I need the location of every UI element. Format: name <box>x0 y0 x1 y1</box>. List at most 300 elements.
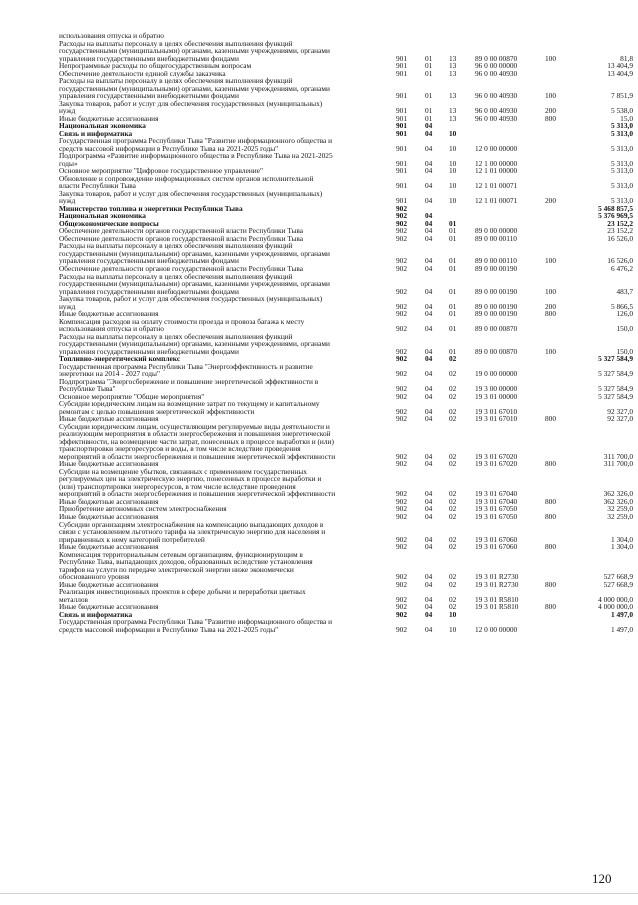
expense-type-code: 800 <box>545 602 557 612</box>
subsection-code: 02 <box>449 504 457 514</box>
table-row <box>59 363 633 378</box>
subsection-code: 13 <box>449 106 457 116</box>
amount: 150,0 <box>616 324 633 334</box>
target-article-code: 89 0 00 00110 <box>475 233 517 243</box>
ministry-code: 902 <box>396 324 408 334</box>
row-name: Иные бюджетные ассигнования <box>59 113 159 123</box>
amount: 5 313,0 <box>610 121 633 131</box>
ministry-code: 902 <box>396 286 408 296</box>
subsection-code: 02 <box>449 384 457 394</box>
expense-type-code: 800 <box>545 309 557 319</box>
subsection-code: 10 <box>449 196 457 206</box>
target-article-code: 89 0 00 00190 <box>475 301 518 311</box>
scan-divider <box>0 893 638 894</box>
row-name: Подпрограмма "Энергосбережение и повышение энергетической эффективности в Республике Тыва" <box>59 376 319 394</box>
ministry-code: 901 <box>396 166 408 176</box>
subsection-code: 02 <box>449 602 457 612</box>
ministry-code: 902 <box>396 218 408 228</box>
ministry-code: 902 <box>396 572 408 582</box>
amount: 5 376 969,5 <box>598 211 633 221</box>
ministry-code: 901 <box>396 181 408 191</box>
ministry-code: 901 <box>396 68 408 78</box>
row-name: Иные бюджетные ассигнования <box>59 512 159 521</box>
section-code: 01 <box>425 106 433 116</box>
expense-type-code: 800 <box>545 459 557 469</box>
section-code: 04 <box>425 369 433 379</box>
section-code: 01 <box>425 61 433 71</box>
ministry-code: 901 <box>396 61 408 71</box>
target-article-code: 19 3 01 R5810 <box>475 602 519 612</box>
ministry-code: 902 <box>396 369 408 379</box>
subsection-code: 01 <box>449 346 457 356</box>
expense-type-code: 800 <box>545 542 557 552</box>
amount: 527 668,9 <box>603 572 633 582</box>
expense-type-code: 200 <box>545 301 557 311</box>
amount: 23 152,2 <box>607 218 633 228</box>
target-article-code: 89 0 00 00000 <box>475 226 518 236</box>
target-article-code: 96 0 00 00000 <box>475 61 518 71</box>
subsection-code: 02 <box>449 369 457 379</box>
ministry-code: 902 <box>396 301 408 311</box>
row-name: Обеспечение деятельности органов государственной власти Республики Тыва <box>59 233 304 243</box>
amount: 5 327 584,9 <box>598 354 633 364</box>
subsection-code: 10 <box>449 143 457 153</box>
amount: 362 326,0 <box>603 489 633 499</box>
subsection-code: 01 <box>449 324 457 334</box>
row-name: использования отпуска и обратно <box>59 31 164 40</box>
section-code: 04 <box>425 218 433 228</box>
subsection-code: 02 <box>449 489 457 499</box>
target-article-code: 96 0 00 40930 <box>475 91 518 101</box>
table-row <box>59 603 633 611</box>
subsection-code: 02 <box>449 451 457 461</box>
amount: 1 497,0 <box>610 624 633 634</box>
row-name: Приобретение автономных систем электроснабжения <box>59 504 227 514</box>
ministry-code: 902 <box>396 309 408 319</box>
section-code: 04 <box>425 301 433 311</box>
amount: 32 259,0 <box>607 504 633 514</box>
subsection-code: 02 <box>449 459 457 469</box>
target-article-code: 19 3 01 67050 <box>475 512 518 521</box>
ministry-code: 902 <box>396 624 408 634</box>
table-row <box>59 588 633 603</box>
ministry-code: 902 <box>396 579 408 589</box>
section-code: 04 <box>425 324 433 334</box>
target-article-code: 19 3 01 67050 <box>475 504 518 514</box>
table-row <box>59 175 633 190</box>
amount: 311 700,0 <box>603 459 633 469</box>
target-article-code: 19 3 01 67020 <box>475 451 518 461</box>
ministry-code: 902 <box>396 233 408 243</box>
row-name: Закупка товаров, работ и услуг для обеспечения государственных (муниципальных) нужд <box>59 98 323 116</box>
table-row <box>59 122 633 130</box>
ministry-code: 902 <box>396 512 408 521</box>
amount: 4 000 000,0 <box>598 594 633 604</box>
row-name: Компенсация расходов на оплату стоимости проезда и провоза багажа к месту использования отпуска и обратно <box>59 316 305 334</box>
row-name: Министерство топлива и энергетики Республики Тыва <box>59 203 243 213</box>
section-code: 04 <box>425 391 433 401</box>
row-name: Обновление и сопровождение информационных систем органов исполнительной власти Республики Тыва <box>59 173 314 191</box>
row-name: Государственная программа Республики Тыва "Развитие информационного общества и средств массовой информации в Республике Тыва на 2021-2025 годы" <box>59 617 333 634</box>
table-row <box>59 77 633 100</box>
amount: 5 313,0 <box>610 143 633 153</box>
budget-table <box>59 32 633 633</box>
amount: 5 313,0 <box>610 158 633 168</box>
row-name: Непрограммные расходы по общегосударственным вопросам <box>59 61 252 71</box>
section-code: 04 <box>425 211 433 221</box>
target-article-code: 19 3 01 R2730 <box>475 579 519 589</box>
target-article-code: 96 0 00 40930 <box>475 113 518 123</box>
table-row <box>59 618 633 633</box>
subsection-code: 01 <box>449 218 457 228</box>
row-name: Национальная экономика <box>59 121 146 131</box>
section-code: 04 <box>425 624 433 634</box>
section-code: 04 <box>425 542 433 552</box>
expense-type-code: 800 <box>545 414 557 424</box>
amount: 7 851,9 <box>610 91 633 101</box>
row-name: Государственная программа Республики Тыва "Развитие информационного общества и средств массовой информации в Республике Тыва на 2021-2025 годы" <box>59 136 333 153</box>
amount: 150,0 <box>616 346 633 356</box>
table-row <box>59 152 633 167</box>
ministry-code: 902 <box>396 354 408 364</box>
amount: 5 313,0 <box>610 196 633 206</box>
subsection-code: 01 <box>449 263 457 273</box>
table-row <box>59 137 633 152</box>
row-name: Основное мероприятие "Цифровое государственное управление" <box>59 166 263 176</box>
target-article-code: 89 0 00 00870 <box>475 346 518 356</box>
target-article-code: 12 0 00 00000 <box>475 624 518 634</box>
target-article-code: 89 0 00 00190 <box>475 263 518 273</box>
ministry-code: 902 <box>396 594 408 604</box>
ministry-code: 902 <box>396 263 408 273</box>
subsection-code: 10 <box>449 181 457 191</box>
row-name: Реализация инвестиционных проектов в сфере добычи и переработки цветных металлов <box>59 587 306 604</box>
row-name: Государственная программа Республики Тыва "Энергоэффективность и развитие энергетики на 2014 - 2027 годы" <box>59 361 313 379</box>
section-code: 04 <box>425 594 433 604</box>
section-code: 04 <box>425 143 433 153</box>
row-name: Обеспечение деятельности органов государственной власти Республики Тыва <box>59 263 304 273</box>
subsection-code: 13 <box>449 113 457 123</box>
table-row <box>59 318 633 333</box>
section-code: 04 <box>425 609 433 619</box>
subsection-code: 13 <box>449 53 457 63</box>
ministry-code: 902 <box>396 489 408 499</box>
row-name: Иные бюджетные ассигнования <box>59 579 159 589</box>
amount: 15,0 <box>620 113 633 123</box>
expense-type-code: 100 <box>545 53 557 63</box>
expense-type-code: 200 <box>545 106 557 116</box>
row-name: Компенсация территориальным сетевым организациям, функционирующим в Республике Тыва, выпадающих доходов, образованных вследствие установления тарифов на услуги по передаче электрической энергии ниже экономически обоснованного уровня <box>59 549 313 582</box>
expense-type-code: 800 <box>545 512 557 521</box>
ministry-code: 902 <box>396 384 408 394</box>
section-code: 04 <box>425 602 433 612</box>
amount: 23 152,2 <box>607 226 633 236</box>
target-article-code: 19 3 01 67040 <box>475 489 518 499</box>
expense-type-code: 200 <box>545 196 557 206</box>
ministry-code: 901 <box>396 91 408 101</box>
table-row <box>59 423 633 461</box>
row-name: Иные бюджетные ассигнования <box>59 414 159 424</box>
target-article-code: 96 0 00 40930 <box>475 106 518 116</box>
subsection-code: 01 <box>449 309 457 319</box>
amount: 5 866,5 <box>610 301 633 311</box>
expense-type-code: 800 <box>545 579 557 589</box>
row-name: Подпрограмма «Развитие информационного общества в Республике Тыва на 2021-2025 годы» <box>59 151 333 168</box>
subsection-code: 01 <box>449 226 457 236</box>
ministry-code: 902 <box>396 542 408 552</box>
amount: 16 526,0 <box>607 233 633 243</box>
amount: 13 404,9 <box>607 68 633 78</box>
subsection-code: 02 <box>449 414 457 424</box>
ministry-code: 902 <box>396 534 408 544</box>
row-name: Связь и информатика <box>59 609 133 619</box>
amount: 5 327 584,9 <box>598 369 633 379</box>
subsection-code: 02 <box>449 594 457 604</box>
section-code: 04 <box>425 504 433 514</box>
subsection-code: 01 <box>449 233 457 243</box>
table-row <box>59 190 633 205</box>
target-article-code: 19 3 01 00000 <box>475 391 518 401</box>
row-name: Обеспечение деятельности органов государственной власти Республики Тыва <box>59 226 304 236</box>
target-article-code: 12 1 00 00000 <box>475 158 518 168</box>
amount: 92 327,0 <box>607 406 633 416</box>
section-code: 04 <box>425 286 433 296</box>
row-name: Иные бюджетные ассигнования <box>59 496 159 506</box>
target-article-code: 12 1 01 00071 <box>475 181 518 191</box>
amount: 1 304,0 <box>610 534 633 544</box>
target-article-code: 89 0 00 00110 <box>475 256 517 266</box>
section-code: 04 <box>425 121 433 131</box>
target-article-code: 89 0 00 00870 <box>475 53 518 63</box>
table-row <box>59 295 633 310</box>
target-article-code: 12 1 01 00071 <box>475 196 518 206</box>
section-code: 04 <box>425 579 433 589</box>
amount: 527 668,9 <box>603 579 633 589</box>
amount: 5 327 584,9 <box>598 391 633 401</box>
target-article-code: 19 3 01 67060 <box>475 542 518 552</box>
target-article-code: 12 0 00 00000 <box>475 143 518 153</box>
ministry-code: 902 <box>396 211 408 221</box>
ministry-code: 902 <box>396 391 408 401</box>
expense-type-code: 100 <box>545 346 557 356</box>
target-article-code: 19 3 01 R2730 <box>475 572 519 582</box>
ministry-code: 902 <box>396 451 408 461</box>
row-name: Расходы на выплаты персоналу в целях обеспечения выполнения функций государственными (муниципальными) органами, казенными учреждениями, органами управления государственными внебюджетными фондами <box>59 38 330 63</box>
target-article-code: 19 0 00 00000 <box>475 369 518 379</box>
target-article-code: 19 3 01 67060 <box>475 534 518 544</box>
target-article-code: 19 3 01 67010 <box>475 414 518 424</box>
section-code: 04 <box>425 309 433 319</box>
section-code: 01 <box>425 53 433 63</box>
section-code: 01 <box>425 113 433 123</box>
table-row <box>59 333 633 356</box>
row-name: Связь и информатика <box>59 128 133 138</box>
amount: 6 476,2 <box>610 263 633 273</box>
ministry-code: 902 <box>396 496 408 506</box>
expense-type-code: 800 <box>545 113 557 123</box>
ministry-code: 902 <box>396 602 408 612</box>
amount: 5 538,0 <box>610 106 633 116</box>
amount: 81,8 <box>620 53 633 63</box>
section-code: 04 <box>425 263 433 273</box>
ministry-code: 902 <box>396 346 408 356</box>
amount: 5 327 584,9 <box>598 384 633 394</box>
amount: 13 404,9 <box>607 61 633 71</box>
target-article-code: 19 3 01 R5810 <box>475 594 519 604</box>
section-code: 04 <box>425 346 433 356</box>
row-name: Закупка товаров, работ и услуг для обеспечения государственных (муниципальных) нужд <box>59 294 323 311</box>
subsection-code: 13 <box>449 68 457 78</box>
section-code: 04 <box>425 384 433 394</box>
section-code: 01 <box>425 91 433 101</box>
amount: 311 700,0 <box>603 451 633 461</box>
subsection-code: 10 <box>449 609 457 619</box>
section-code: 04 <box>425 414 433 424</box>
subsection-code: 02 <box>449 579 457 589</box>
row-name: Субсидии юридическим лицам, осуществляющим регулируемые виды деятельности и реализующим мероприятия в области энергосбережения и повышения энергетической эффективности, на возмещение части затрат, понесенных в процессе выработки и (или) транспортировки энергоресурсов и воды, в том числе вследствие проведения мероприятий в области энергосбережения и повышения энергетической эффективности <box>59 421 336 461</box>
row-name: Субсидии юридическим лицам на возмещение затрат по текущему и капитальному ремонтам с целью повышения энергетической эффективности <box>59 399 320 416</box>
subsection-code: 02 <box>449 496 457 506</box>
table-row <box>59 400 633 415</box>
row-name: Расходы на выплаты персоналу в целях обеспечения выполнения функций государственными (муниципальными) органами, казенными учреждениями, органами управления государственными внебюджетными фондами <box>59 331 330 356</box>
subsection-code: 01 <box>449 301 457 311</box>
amount: 5 468 857,5 <box>598 203 633 213</box>
row-name: Иные бюджетные ассигнования <box>59 602 159 612</box>
subsection-code: 01 <box>449 256 457 266</box>
ministry-code: 901 <box>396 158 408 168</box>
ministry-code: 902 <box>396 609 408 619</box>
table-row <box>59 468 633 498</box>
target-article-code: 89 0 00 00190 <box>475 309 518 319</box>
section-code: 04 <box>425 489 433 499</box>
amount: 483,7 <box>616 286 633 296</box>
ministry-code: 901 <box>396 106 408 116</box>
target-article-code: 19 3 01 67010 <box>475 406 518 416</box>
ministry-code: 902 <box>396 459 408 469</box>
target-article-code: 19 3 00 00000 <box>475 384 518 394</box>
ministry-code: 901 <box>396 53 408 63</box>
section-code: 04 <box>425 181 433 191</box>
expense-type-code: 100 <box>545 286 557 296</box>
subsection-code: 02 <box>449 354 457 364</box>
section-code: 04 <box>425 158 433 168</box>
section-code: 04 <box>425 166 433 176</box>
target-article-code: 12 1 01 00000 <box>475 166 518 176</box>
section-code: 04 <box>425 451 433 461</box>
section-code: 04 <box>425 572 433 582</box>
row-name: Расходы на выплаты персоналу в целях обеспечения выполнения функций государственными (муниципальными) органами, казенными учреждениями, органами управления государственными внебюджетными фондами <box>59 271 330 296</box>
target-article-code: 89 0 00 00190 <box>475 286 518 296</box>
subsection-code: 02 <box>449 534 457 544</box>
row-name: Субсидии организациям электроснабжения на компенсацию выпадающих доходов в связи с установлением льготного тарифа на электрическую энергию для населения и приравненных к нему категорий потребителей <box>59 519 326 544</box>
amount: 1 497,0 <box>610 609 633 619</box>
row-name: Расходы на выплаты персоналу в целях обеспечения выполнения функций государственными (муниципальными) органами, казенными учреждениями, органами управления государственными внебюджетными фондами <box>59 76 330 101</box>
ministry-code: 901 <box>396 143 408 153</box>
table-row <box>59 551 633 581</box>
ministry-code: 902 <box>396 256 408 266</box>
ministry-code: 901 <box>396 196 408 206</box>
row-name: Обеспечение деятельности единой службы заказчика <box>59 68 226 78</box>
ministry-code: 901 <box>396 113 408 123</box>
table-row <box>59 378 633 393</box>
subsection-code: 10 <box>449 624 457 634</box>
expense-type-code: 100 <box>545 91 557 101</box>
target-article-code: 96 0 00 40930 <box>475 68 518 78</box>
amount: 362 326,0 <box>603 496 633 506</box>
subsection-code: 02 <box>449 572 457 582</box>
subsection-code: 02 <box>449 406 457 416</box>
ministry-code: 902 <box>396 406 408 416</box>
section-code: 04 <box>425 256 433 266</box>
section-code: 04 <box>425 233 433 243</box>
amount: 4 000 000,0 <box>598 602 633 612</box>
section-code: 04 <box>425 354 433 364</box>
amount: 32 259,0 <box>607 512 633 521</box>
table-row <box>59 100 633 115</box>
row-name: Национальная экономика <box>59 211 146 221</box>
ministry-code: 901 <box>396 121 408 131</box>
table-row <box>59 242 633 265</box>
subsection-code: 02 <box>449 512 457 521</box>
row-name: Расходы на выплаты персоналу в целях обеспечения выполнения функций государственными (муниципальными) органами, казенными учреждениями, органами управления государственными внебюджетными фондами <box>59 241 330 266</box>
amount: 92 327,0 <box>607 414 633 424</box>
page-number: 120 <box>592 871 612 886</box>
subsection-code: 13 <box>449 91 457 101</box>
table-row <box>59 521 633 544</box>
target-article-code: 89 0 00 00870 <box>475 324 518 334</box>
amount: 5 313,0 <box>610 181 633 191</box>
ministry-code: 902 <box>396 226 408 236</box>
section-code: 04 <box>425 512 433 521</box>
section-code: 04 <box>425 196 433 206</box>
section-code: 04 <box>425 534 433 544</box>
subsection-code: 02 <box>449 542 457 552</box>
section-code: 04 <box>425 496 433 506</box>
subsection-code: 01 <box>449 286 457 296</box>
row-name: Закупка товаров, работ и услуг для обеспечения государственных (муниципальных) нужд <box>59 188 323 206</box>
section-code: 04 <box>425 459 433 469</box>
amount: 1 304,0 <box>610 542 633 552</box>
subsection-code: 10 <box>449 128 457 138</box>
section-code: 01 <box>425 68 433 78</box>
section-code: 04 <box>425 406 433 416</box>
row-name: Общеэкономические вопросы <box>59 218 159 228</box>
amount: 126,0 <box>616 309 633 319</box>
row-name: Иные бюджетные ассигнования <box>59 459 159 469</box>
expense-type-code: 800 <box>545 496 557 506</box>
amount: 5 313,0 <box>610 166 633 176</box>
ministry-code: 902 <box>396 203 408 213</box>
amount: 16 526,0 <box>607 256 633 266</box>
expense-type-code: 100 <box>545 256 557 266</box>
subsection-code: 10 <box>449 158 457 168</box>
row-name: Основное мероприятие "Общие мероприятия" <box>59 391 205 401</box>
row-name: Иные бюджетные ассигнования <box>59 309 159 319</box>
ministry-code: 901 <box>396 128 408 138</box>
subsection-code: 02 <box>449 391 457 401</box>
table-row <box>59 40 633 63</box>
table-row <box>59 273 633 296</box>
target-article-code: 19 3 01 67040 <box>475 496 518 506</box>
subsection-code: 10 <box>449 166 457 176</box>
ministry-code: 902 <box>396 414 408 424</box>
row-name: Топливно-энергетический комплекс <box>59 354 181 364</box>
amount: 5 313,0 <box>610 128 633 138</box>
subsection-code: 13 <box>449 61 457 71</box>
ministry-code: 902 <box>396 504 408 514</box>
target-article-code: 19 3 01 67020 <box>475 459 518 469</box>
section-code: 04 <box>425 128 433 138</box>
